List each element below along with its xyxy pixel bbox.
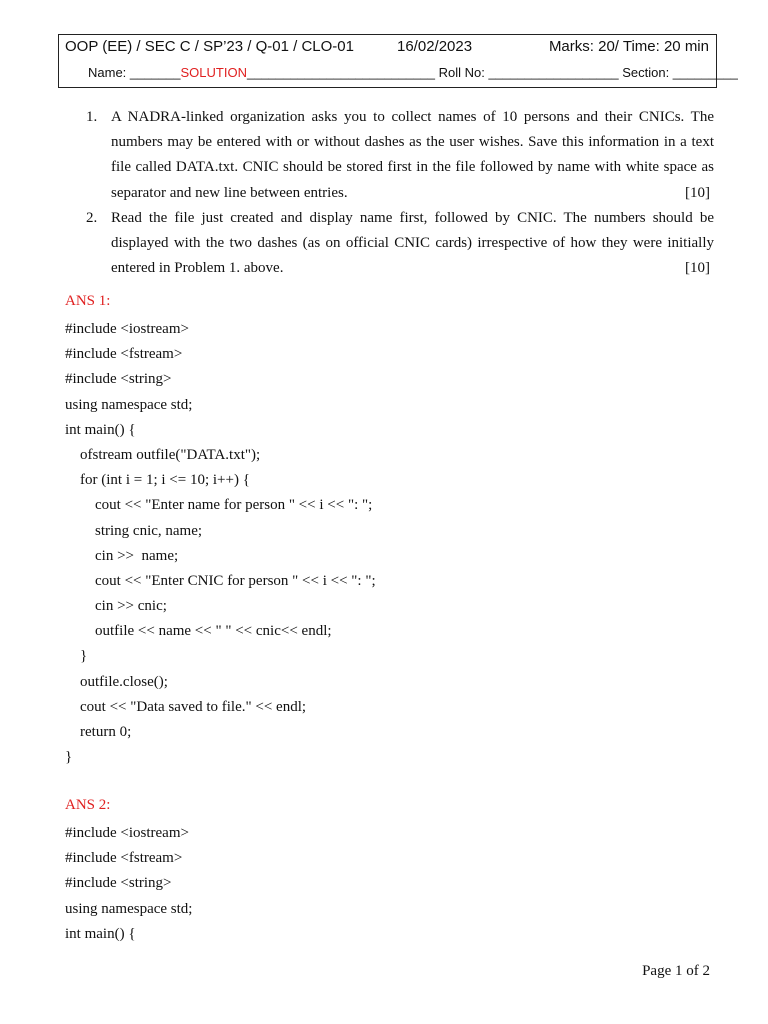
marks-time: Marks: 20/ Time: 20 min — [548, 38, 709, 55]
code-line: cout << "Enter name for person " << i << ": "; — [65, 497, 373, 514]
code-line: cout << "Enter CNIC for person " << i << ": "; — [65, 572, 376, 589]
question-text: A NADRA-linked organization asks you to collect names of 10 persons and their CNICs. The numbers may be entered with or without dashes as the user wishes. Save this information in a text file called DATA.txt. CNIC should be stored first in the file followed by name with white space as separator and new line between entries. — [111, 109, 714, 201]
code-line: outfile << name << " " << cnic<< endl; — [65, 623, 332, 640]
code-line: cin >> cnic; — [65, 598, 167, 615]
code-line: int main() { — [65, 421, 136, 438]
code-line: #include <string> — [65, 875, 172, 892]
code-line: } — [65, 749, 73, 766]
question-number: 1. — [86, 109, 98, 125]
code-line: string cnic, name; — [65, 522, 203, 539]
question-list — [86, 105, 714, 281]
code-line: #include <iostream> — [65, 321, 189, 337]
answer-2-label: ANS 2: — [65, 797, 111, 813]
answer-1-code — [65, 317, 376, 770]
exam-header — [58, 34, 738, 88]
name-value: SOLUTION — [180, 65, 247, 80]
code-line: using namespace std; — [65, 396, 193, 413]
roll-no-label: Roll No: __________________ — [438, 65, 619, 80]
code-line: } — [65, 648, 88, 665]
question-item — [86, 206, 714, 282]
code-line: #include <string> — [65, 371, 172, 388]
question-item — [86, 105, 714, 206]
code-line: #include <fstream> — [65, 346, 183, 363]
code-line: cin >> name; — [65, 547, 179, 564]
question-marks: [10] — [685, 184, 710, 201]
question-marks: [10] — [685, 260, 710, 277]
code-line: return 0; — [65, 724, 132, 740]
code-line: cout << "Data saved to file." << endl; — [65, 698, 307, 715]
question-number: 2. — [86, 209, 98, 226]
code-line: ofstream outfile("DATA.txt"); — [65, 446, 261, 463]
question-text: Read the file just created and display name first, followed by CNIC. The numbers should be displayed with the two dashes (as on official CNIC cards) irrespective of how they were initially entered in Problem 1. above. — [111, 209, 714, 277]
name-fill: __________________________ — [246, 65, 435, 80]
code-line: for (int i = 1; i <= 10; i++) { — [65, 472, 250, 489]
code-line: int main() { — [65, 925, 136, 942]
name-label: Name: _______ — [88, 65, 181, 80]
exam-date: 16/02/2023 — [397, 38, 473, 55]
page-number: Page 1 of 2 — [642, 963, 710, 979]
code-line: using namespace std; — [65, 900, 193, 917]
code-line: outfile.close(); — [65, 673, 168, 690]
course-code: OOP (EE) / SEC C / SP’23 / Q-01 / CLO-01 — [65, 38, 354, 55]
answer-1-label: ANS 1: — [65, 293, 111, 309]
section-label: Section: _________ — [622, 65, 738, 80]
header-row-student — [88, 65, 738, 80]
answer-2-code — [65, 821, 192, 947]
header-row-course — [59, 38, 716, 60]
code-line: #include <fstream> — [65, 850, 183, 867]
code-line: #include <iostream> — [65, 825, 189, 841]
